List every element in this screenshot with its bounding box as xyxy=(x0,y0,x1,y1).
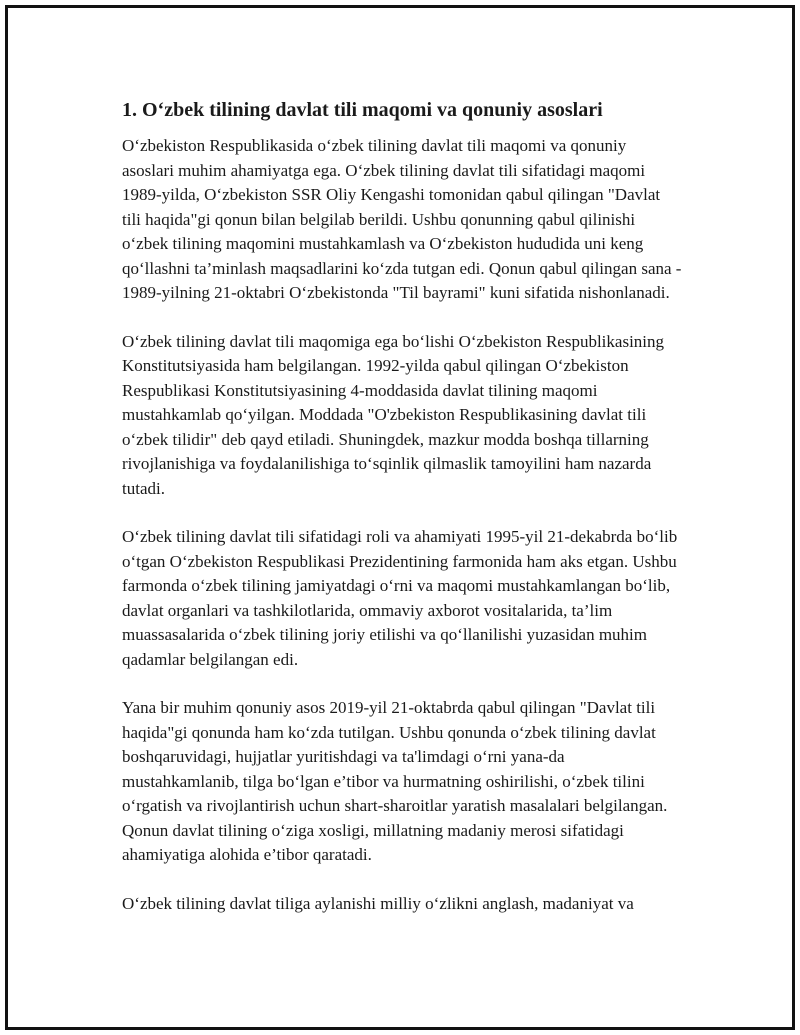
document-page xyxy=(5,5,795,1030)
document-body xyxy=(122,98,682,940)
section-heading: 1. O‘zbek tilining davlat tili maqomi va qonuniy asoslari xyxy=(122,99,603,121)
paragraph-2: O‘zbek tilining davlat tili maqomiga ega bo‘lishi O‘zbekiston Respublikasining Konstitutsiyasida ham belgilangan. 1992-yilda qabul qilingan O‘zbekiston Respublikasi Konstitutsiyasining 4-moddasida davlat tilining maqomi mustahkamlab qo‘yilgan. Moddada "O'zbekiston Respublikasining davlat tili o‘zbek tilidir" deb qayd etiladi. Shuningdek, mazkur modda boshqa tillarning rivojlanishiga va foydalanilishiga to‘sqinlik qilmaslik tamoyilini ham nazarda tutadi. xyxy=(122,331,665,498)
paragraph-4: Yana bir muhim qonuniy asos 2019-yil 21-oktabrda qabul qilingan "Davlat tili haqida"gi qonunda ham ko‘zda tutilgan. Ushbu qonunda o‘zbek tilining davlat boshqaruvidagi, hujjatlar yuritishdagi va ta'limdagi o‘rni yana-da mustahkamlanib, tilga bo‘lgan e’tibor va hurmatning oshirilishi, o‘zbek tilini o‘rgatish va rivojlantirish uchun shart-sharoitlar yaratish masalalari belgilangan. Qonun davlat tilining o‘ziga xosligi, millatning madaniy merosi sifatidagi ahamiyatiga alohida e’tibor qaratadi. xyxy=(122,698,668,864)
paragraph-1: O‘zbekiston Respublikasida o‘zbek tilining davlat tili maqomi va qonuniy asoslari muhim ahamiyatga ega. O‘zbek tilining davlat tili sifatidagi maqomi 1989-yilda, O‘zbekiston SSR Oliy Kengashi tomonidan qabul qilingan "Davlat tili haqida"gi qonun bilan belgilab berildi. Ushbu qonunning qabul qilinishi o‘zbek tilining maqomini mustahkamlash va O‘zbekiston hududida uni keng qo‘llashni ta’minlash maqsadlarini ko‘zda tutgan edi. Qonun qabul qilingan sana - 1989-yilning 21-oktabri O‘zbekistonda "Til bayrami" kuni sifatida nishonlanadi. xyxy=(122,136,682,302)
paragraph-5: O‘zbek tilining davlat tiliga aylanishi milliy o‘zlikni anglash, madaniyat va xyxy=(122,893,634,913)
paragraph-3: O‘zbek tilining davlat tili sifatidagi roli va ahamiyati 1995-yil 21-dekabrda bo‘lib o‘tgan O‘zbekiston Respublikasi Prezidentining farmonida ham aks etgan. Ushbu farmonda o‘zbek tilining jamiyatdagi o‘rni va maqomi mustahkamlangan bo‘lib, davlat organlari va tashkilotlarida, ommaviy axborot vositalarida, ta’lim muassasalarida o‘zbek tilining joriy etilishi va qo‘llanilishi yuzasidan muhim qadamlar belgilangan edi. xyxy=(122,527,678,669)
